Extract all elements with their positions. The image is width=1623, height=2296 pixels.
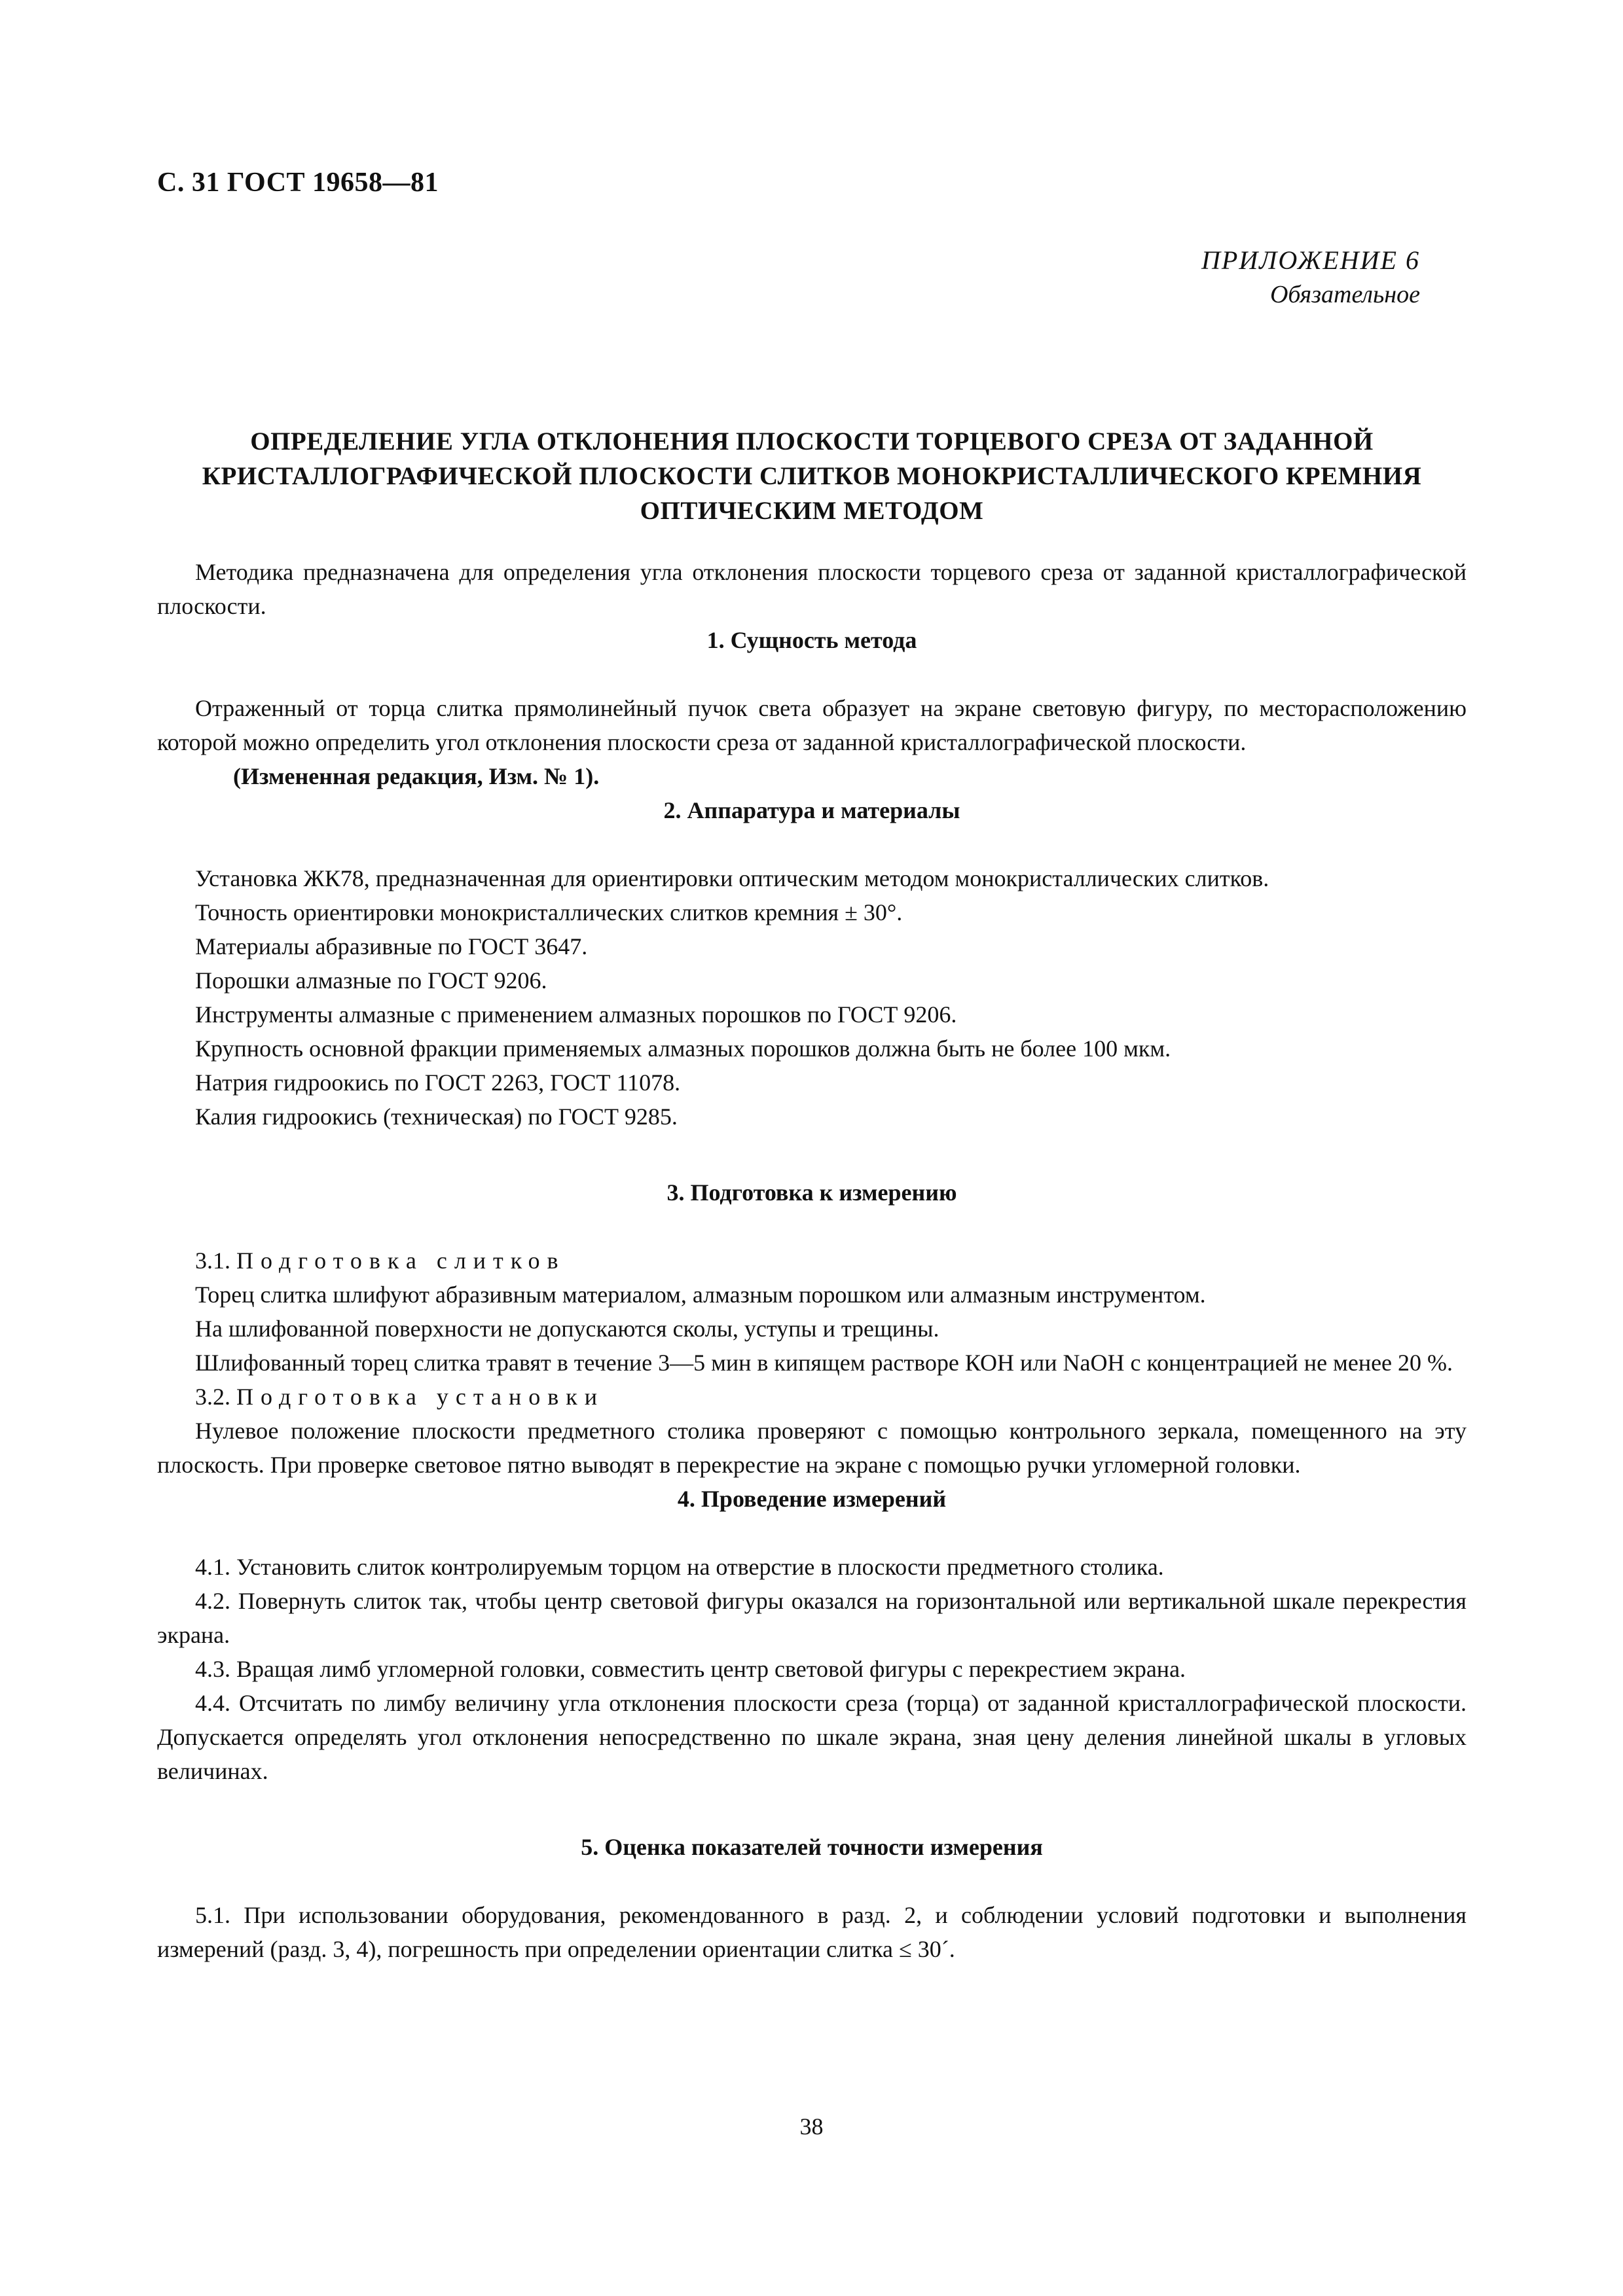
subsection-title: Подготовка установки <box>236 1384 604 1410</box>
materials-line: Крупность основной фракции применяемых алмазных порошков должна быть не более 100 мкм. <box>195 1035 1171 1062</box>
setup-paragraph: Нулевое положение плоскости предметного столика проверяют с помощью контрольного зеркала, помещенного на эту плоскость. При проверке световое пятно выводят в перекрестие на экране с помощью ручки угломерной головки. <box>157 1418 1467 1478</box>
section-heading-5: 5. Оценка показателей точности измерения <box>581 1834 1043 1860</box>
section-heading-2: 2. Аппаратура и материалы <box>663 797 960 823</box>
section-heading-4: 4. Проведение измерений <box>677 1486 947 1512</box>
title-line: ОПРЕДЕЛЕНИЕ УГЛА ОТКЛОНЕНИЯ ПЛОСКОСТИ ТОРЦЕВОГО СРЕЗА ОТ ЗАДАННОЙ <box>250 427 1374 456</box>
appendix-number: ПРИЛОЖЕНИЕ 6 <box>1201 245 1420 275</box>
subsection-number: 3.1. <box>195 1247 230 1274</box>
preparation-line: На шлифованной поверхности не допускаются сколы, уступы и трещины. <box>195 1316 939 1342</box>
section-heading-1: 1. Сущность метода <box>706 627 917 653</box>
measurement-item: 4.3. Вращая лимб угломерной головки, совместить центр световой фигуры с перекрестием экрана. <box>195 1656 1186 1682</box>
measurement-item: 4.1. Установить слиток контролируемым торцом на отверстие в плоскости предметного столика. <box>195 1554 1164 1580</box>
amendment-note: (Измененная редакция, Изм. № 1). <box>233 763 600 789</box>
subsection-number: 3.2. <box>195 1384 230 1410</box>
materials-line: Калия гидроокись (техническая) по ГОСТ 9285. <box>195 1103 678 1130</box>
measurement-item: 4.4. Отсчитать по лимбу величину угла отклонения плоскости среза (торца) от заданной кристаллографической плоскости. Допускается определять угол отклонения непосредственно по шкале экрана, зная цену деления линейной шкалы в угловых величинах. <box>157 1690 1467 1784</box>
page-header: С. 31 ГОСТ 19658—81 <box>157 168 439 198</box>
materials-line: Точность ориентировки монокристаллических слитков кремния ± 30°. <box>195 899 903 925</box>
section-heading-3: 3. Подготовка к измерению <box>666 1179 957 1206</box>
materials-line: Материалы абразивные по ГОСТ 3647. <box>195 933 588 960</box>
subsection-3-2 <box>157 1380 1467 1414</box>
materials-line: Порошки алмазные по ГОСТ 9206. <box>195 967 547 994</box>
materials-line: Инструменты алмазные с применением алмазных порошков по ГОСТ 9206. <box>195 1001 957 1028</box>
appendix-label <box>1201 243 1420 312</box>
intro-paragraph: Методика предназначена для определения угла отклонения плоскости торцевого среза от заданной кристаллографической плоскости. <box>157 559 1467 619</box>
subsection-title: Подготовка слитков <box>236 1247 566 1274</box>
section2-paragraph: Установка ЖК78, предназначенная для ориентировки оптическим методом монокристаллических слитков. <box>195 865 1269 891</box>
section1-paragraph: Отраженный от торца слитка прямолинейный пучок света образует на экране световую фигуру, по месторасположению которой можно определить угол отклонения плоскости среза от заданной кристаллографической плоскости. <box>157 695 1467 755</box>
page-number: 38 <box>799 2113 824 2140</box>
materials-line: Натрия гидроокись по ГОСТ 2263, ГОСТ 11078. <box>195 1069 681 1096</box>
title-line: ОПТИЧЕСКИМ МЕТОДОМ <box>640 497 984 525</box>
document-title <box>157 424 1467 528</box>
subsection-3-1 <box>157 1244 1467 1278</box>
etching-paragraph: Шлифованный торец слитка травят в течение 3—5 мин в кипящем растворе КОН или NaOH с концентрацией не менее 20 %. <box>195 1350 1453 1376</box>
preparation-line: Торец слитка шлифуют абразивным материалом, алмазным порошком или алмазным инструментом. <box>195 1282 1206 1308</box>
document-body <box>157 555 1467 1966</box>
appendix-kind: Обязательное <box>1269 281 1420 308</box>
measurement-item: 4.2. Повернуть слиток так, чтобы центр световой фигуры оказался на горизонтальной или вертикальной шкале перекрестия экрана. <box>157 1588 1467 1648</box>
accuracy-paragraph: 5.1. При использовании оборудования, рекомендованного в разд. 2, и соблюдении условий подготовки и выполнения измерений (разд. 3, 4), погрешность при определении ориентации слитка ≤ 30´. <box>157 1902 1467 1962</box>
title-line: КРИСТАЛЛОГРАФИЧЕСКОЙ ПЛОСКОСТИ СЛИТКОВ МОНОКРИСТАЛЛИЧЕСКОГО КРЕМНИЯ <box>202 462 1422 490</box>
